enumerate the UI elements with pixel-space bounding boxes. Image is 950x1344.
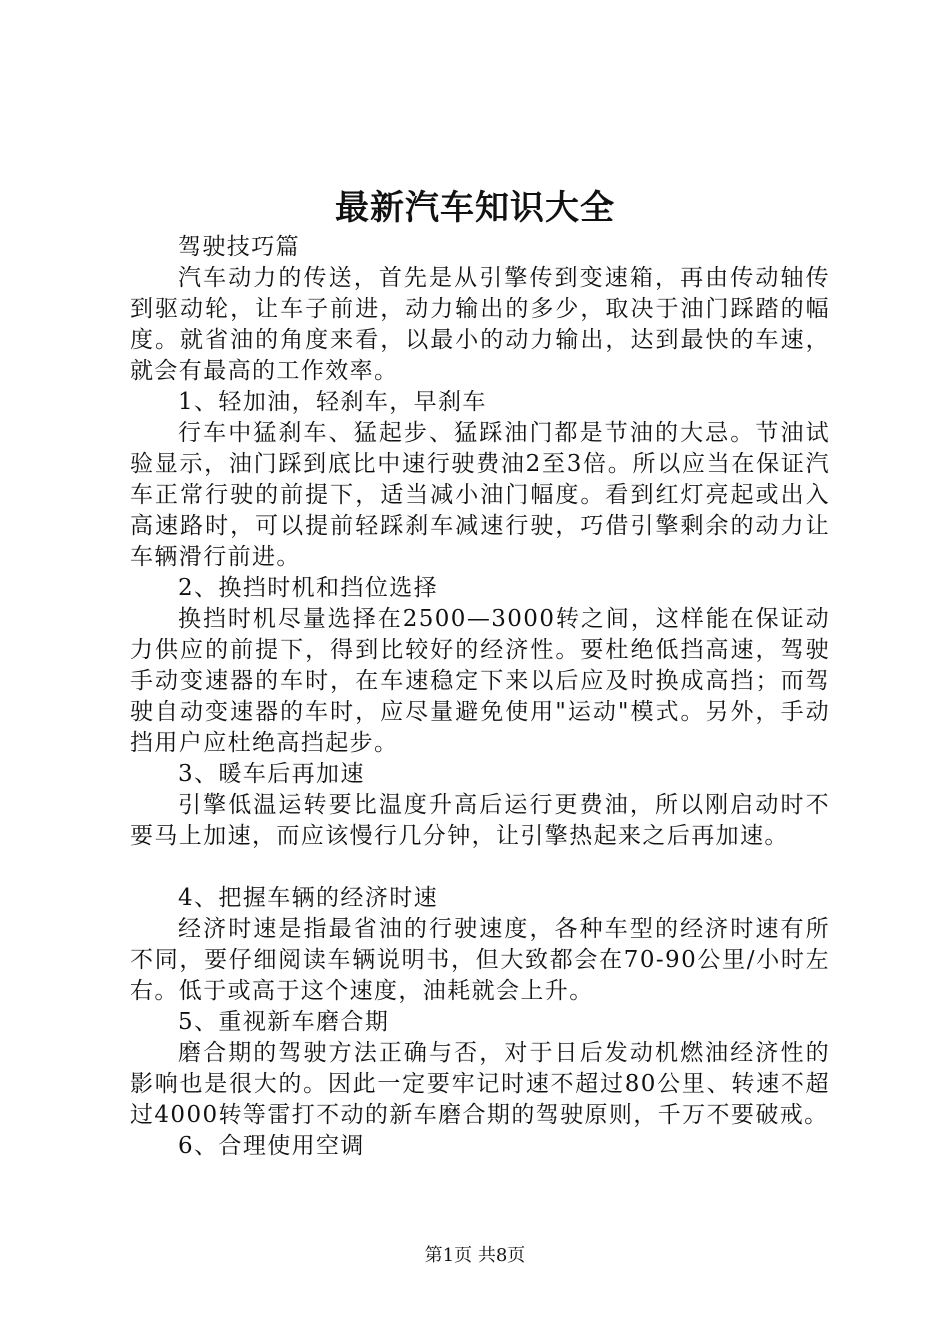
tip-heading-4: 4、把握车辆的经济时速 (178, 885, 439, 911)
intro-paragraph: 汽车动力的传送，首先是从引擎传到变速箱，再由传动轴传到驱动轮，让车子前进，动力输出的多少，取决于油门踩踏的幅度。就省油的角度来看，以最小的动力输出，达到最快的车速，就会有最高的工作效率。 (130, 265, 830, 384)
section-label: 驾驶技巧篇 (178, 234, 300, 260)
tip-heading-1: 1、轻加油，轻刹车，早刹车 (178, 389, 487, 415)
tip-paragraph-1: 行车中猛刹车、猛起步、猛踩油门都是节油的大忌。节油试验显示，油门踩到底比中速行驶费油2至3倍。所以应当在保证汽车正常行驶的前提下，适当减小油门幅度。看到红灯亮起或出入高速路时，可以提前轻踩刹车减速行驶，巧借引擎剩余的动力让车辆滑行前进。 (130, 420, 830, 570)
page-footer: 第1页 共8页 (424, 1245, 526, 1266)
tip-paragraph-2: 换挡时机尽量选择在2500—3000转之间，这样能在保证动力供应的前提下，得到比较好的经济性。要杜绝低挡高速，驾驶手动变速器的车时，在车速稳定下来以后应及时换成高挡；而驾驶自动变速器的车时，应尽量避免使用"运动"模式。另外，手动挡用户应杜绝高挡起步。 (130, 606, 830, 756)
document-title: 最新汽车知识大全 (335, 188, 615, 228)
document-body (130, 232, 830, 1162)
tip-paragraph-3: 引擎低温运转要比温度升高后运行更费油，所以刚启动时不要马上加速，而应该慢行几分钟，让引擎热起来之后再加速。 (130, 792, 830, 849)
tip-heading-2: 2、换挡时机和挡位选择 (178, 575, 439, 601)
tip-heading-5: 5、重视新车磨合期 (178, 1009, 390, 1035)
tip-heading-6: 6、合理使用空调 (178, 1133, 365, 1159)
tip-paragraph-5: 磨合期的驾驶方法正确与否，对于日后发动机燃油经济性的影响也是很大的。因此一定要牢记时速不超过80公里、转速不超过4000转等雷打不动的新车磨合期的驾驶原则，千万不要破戒。 (130, 1040, 830, 1128)
tip-heading-3: 3、暖车后再加速 (178, 761, 365, 787)
tip-paragraph-4: 经济时速是指最省油的行驶速度，各种车型的经济时速有所不同，要仔细阅读车辆说明书，但大致都会在70-90公里/小时左右。低于或高于这个速度，油耗就会上升。 (130, 916, 830, 1004)
